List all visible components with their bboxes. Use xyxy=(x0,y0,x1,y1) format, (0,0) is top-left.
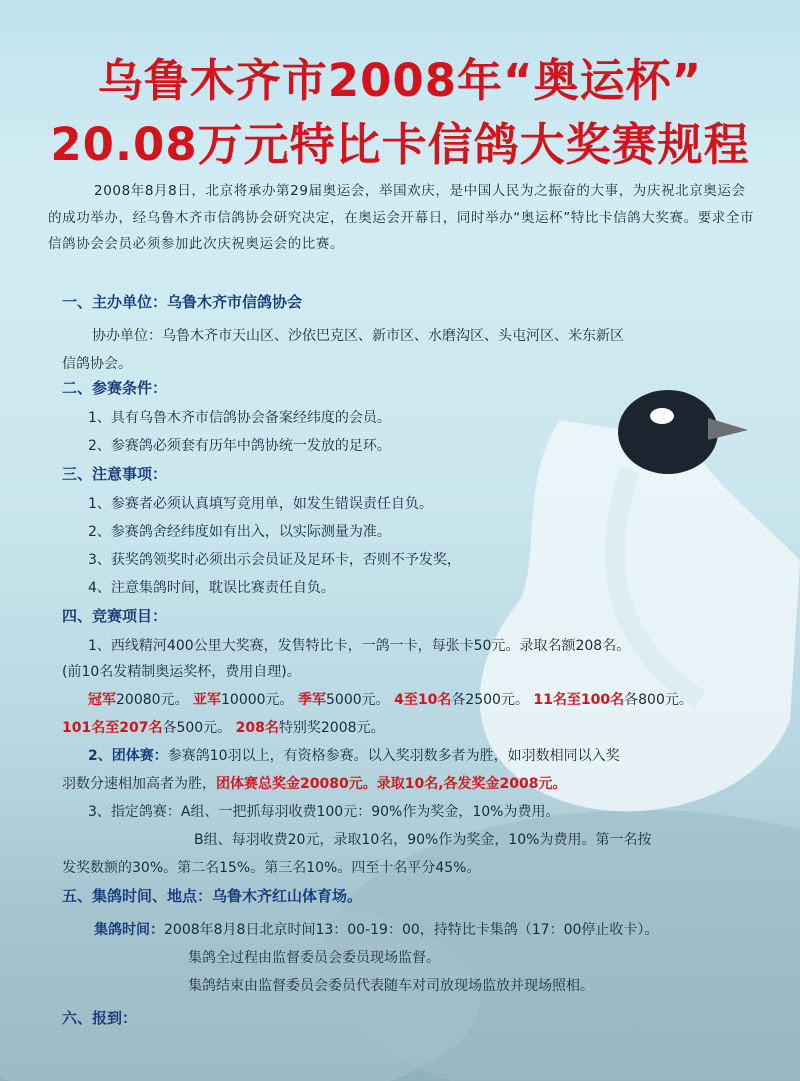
title-line-1: 乌鲁木齐市2008年“奥运杯” xyxy=(97,54,703,107)
collection-time-label: 集鸽时间： xyxy=(94,922,164,938)
race-1-line-2: (前10名发精制奥运奖杯，费用自理)。 xyxy=(62,664,301,680)
section-1-heading-row xyxy=(62,292,302,313)
title-line-2: 20.08万元特比卡信鸽大奖赛规程 xyxy=(50,118,750,171)
team-race-text: 羽数分速相加高者为胜， xyxy=(62,776,216,792)
team-race-label: 2、团体赛： xyxy=(88,748,168,764)
section-2-heading: 二、参赛条件： xyxy=(62,379,168,397)
prize-label: 4至10名 xyxy=(394,692,452,708)
section-5-heading: 五、集鸽时间、地点： xyxy=(62,887,213,905)
prize-label: 11名至100名 xyxy=(533,692,625,708)
team-race-prize: 团体赛总奖金20080元。 xyxy=(216,776,377,792)
section-1-heading: 一、主办单位： xyxy=(62,293,168,311)
section-2-item: 2、参赛鸽必须套有历年中鸽协统一发放的足环。 xyxy=(88,438,391,454)
prize-amount: 20080元。 xyxy=(116,692,189,708)
designated-race-line-1: 3、指定鸽赛：A组、一把抓每羽收费100元：90%作为奖金，10%为费用。 xyxy=(88,804,560,820)
section-6-heading: 六、报到： xyxy=(62,1009,138,1027)
section-4-heading: 四、竞赛项目： xyxy=(62,607,168,625)
collection-time-row xyxy=(94,920,658,940)
prize-amount: 5000元。 xyxy=(326,692,390,708)
section-3-item: 3、获奖鸽领奖时必须出示会员证及足环卡，否则不予发奖， xyxy=(88,552,461,568)
prize-amount: 特别奖2008元。 xyxy=(278,720,385,736)
prize-label: 冠军 xyxy=(88,692,116,708)
collection-release: 集鸽结束由监督委员会委员代表随车对司放现场监放并现场照相。 xyxy=(188,978,594,994)
team-race-text: 参赛鸽10羽以上，有资格参赛。以入奖羽数多者为胜，如羽数相同以入奖 xyxy=(167,748,620,764)
prize-label: 208名 xyxy=(235,720,279,736)
section-5-value: 乌鲁木齐红山体育场。 xyxy=(212,887,363,905)
co-organizer-line-1: 协办单位：乌鲁木齐市天山区、沙依巴克区、新市区、水磨沟区、头屯河区、米东新区 xyxy=(92,328,624,344)
race-1-line-1: 1、西线精河400公里大奖赛，发售特比卡，一鸽一卡，每张卡50元。录取名额208名。 xyxy=(88,638,631,654)
prize-label: 季军 xyxy=(298,692,326,708)
prize-label: 101名至207名 xyxy=(62,720,163,736)
team-race-line-1 xyxy=(88,746,620,766)
prize-row-2 xyxy=(62,718,385,738)
designated-race-line-3: 发奖数额的30%。第二名15%。第三名10%。四至十名平分45%。 xyxy=(62,860,481,876)
intro-paragraph: 2008年8月8日，北京将承办第29届奥运会，举国欢庆，是中国人民为之振奋的大事，为庆祝北京奥运会的成功举办，经乌鲁木齐市信鸽协会研究决定，在奥运会开幕日，同时举办“奥运杯”特比卡信鸽大奖赛。要求全市信鸽协会会员必须参加此次庆祝奥运会的比赛。 xyxy=(48,183,755,252)
prize-amount: 各2500元。 xyxy=(451,692,529,708)
section-2-item: 1、具有乌鲁木齐市信鸽协会备案经纬度的会员。 xyxy=(88,410,391,426)
collection-time-text: 2008年8月8日北京时间13：00-19：00，持特比卡集鸽（17：00停止收卡）。 xyxy=(164,922,659,938)
prize-amount: 10000元。 xyxy=(221,692,294,708)
prize-amount: 各800元。 xyxy=(624,692,693,708)
collection-supervision: 集鸽全过程由监督委员会委员现场监督。 xyxy=(188,950,440,966)
section-5-heading-row xyxy=(62,886,362,907)
section-3-heading: 三、注意事项： xyxy=(62,465,168,483)
prize-amount: 各500元。 xyxy=(162,720,232,736)
designated-race-line-2: B组、每羽收费20元，录取10名，90%作为奖金，10%为费用。第一名按 xyxy=(194,832,652,848)
section-1-value: 乌鲁木齐市信鸽协会 xyxy=(167,293,303,311)
section-3-item: 2、参赛鸽舍经纬度如有出入，以实际测量为准。 xyxy=(88,524,391,540)
team-race-awards: 录取10名,各发奖金2008元。 xyxy=(376,776,567,792)
prize-row-1 xyxy=(88,690,693,710)
co-organizer-line-2: 信鸽协会。 xyxy=(62,356,132,372)
section-3-item: 1、参赛者必须认真填写竞用单，如发生错误责任自负。 xyxy=(88,496,433,512)
section-3-item: 4、注意集鸽时间，耽误比赛责任自负。 xyxy=(88,580,335,596)
prize-label: 亚军 xyxy=(193,692,221,708)
team-race-line-2 xyxy=(62,774,566,794)
